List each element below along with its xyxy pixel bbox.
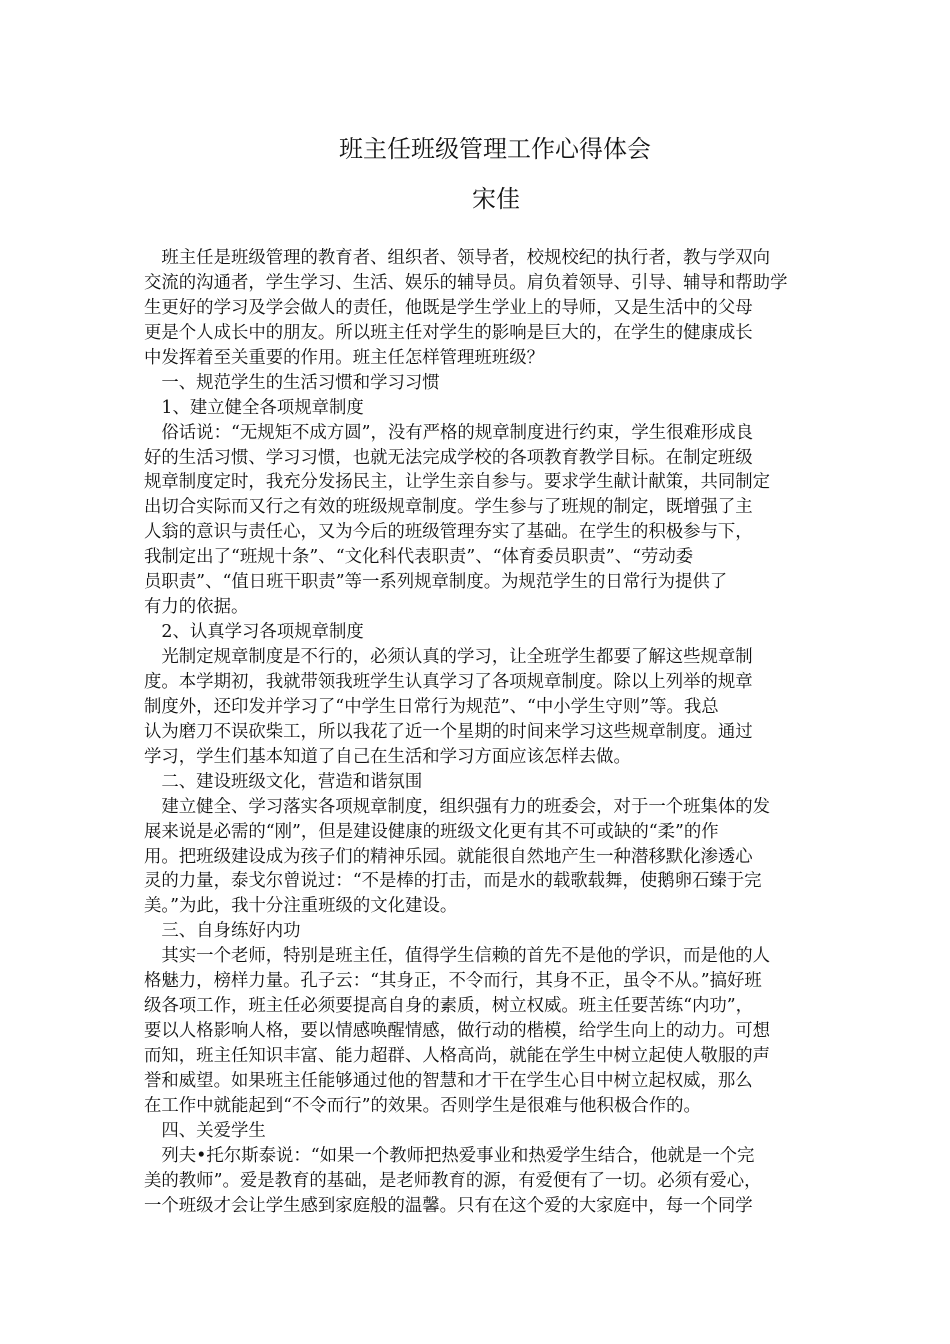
body-line: 学习，学生们基本知道了自己在生活和学习方面应该怎样去做。 [144, 746, 631, 767]
document-author: 宋佳 [472, 185, 520, 213]
body-line: 交流的沟通者，学生学习、生活、娱乐的辅导员。肩负着领导、引导、辅导和帮助学 [144, 272, 788, 293]
body-line: 三、自身练好内功 [144, 921, 301, 942]
body-line: 一、规范学生的生活习惯和学习习惯 [144, 372, 440, 393]
body-line: 好的生活习惯、学习习惯，也就无法完成学校的各项教育教学目标。在制定班级 [144, 447, 753, 468]
body-line: 用。把班级建设成为孩子们的精神乐园。就能很自然地产生一种潜移默化渗透心 [144, 846, 753, 867]
body-line: 誉和威望。如果班主任能够通过他的智慧和才干在学生心目中树立起权威，那么 [144, 1070, 753, 1091]
body-line: 美。”为此，我十分注重班级的文化建设。 [144, 896, 458, 917]
body-line: 要以人格影响人格，要以情感唤醒情感，做行动的楷模，给学生向上的动力。可想 [144, 1021, 771, 1042]
body-line: 规章制度定时，我充分发扬民主，让学生亲自参与。要求学生献计献策，共同制定 [144, 472, 771, 493]
body-line: 一个班级才会让学生感到家庭般的温馨。只有在这个爱的大家庭中，每一个同学 [144, 1195, 753, 1216]
body-line: 认为磨刀不误砍柴工，所以我花了近一个星期的时间来学习这些规章制度。通过 [144, 721, 753, 742]
body-line: 美的教师”。爱是教育的基础，是老师教育的源，有爱便有了一切。必须有爱心， [144, 1170, 762, 1191]
body-line: 四、关爱学生 [144, 1120, 266, 1141]
body-line: 而知，班主任知识丰富、能力超群、人格高尚，就能在学生中树立起使人敬服的声 [144, 1046, 771, 1066]
body-line: 建立健全、学习落实各项规章制度，组织强有力的班委会，对于一个班集体的发 [144, 796, 771, 817]
body-line: 光制定规章制度是不行的，必须认真的学习，让全班学生都要了解这些规章制 [144, 647, 753, 667]
body-line: 更是个人成长中的朋友。所以班主任对学生的影响是巨大的，在学生的健康成长 [144, 322, 753, 343]
body-line: 级各项工作，班主任必须要提高自身的素质，树立权威。班主任要苦练“内功”， [144, 996, 754, 1017]
body-line: 制度外，还印发并学习了“中学生日常行为规范”、“中小学生守则”等。我总 [144, 696, 719, 717]
body-line: 班主任是班级管理的教育者、组织者、领导者，校规校纪的执行者，教与学双向 [144, 248, 771, 268]
body-line: 员职责”、“值日班干职责”等一系列规章制度。为规范学生的日常行为提供了 [144, 572, 728, 593]
body-line: 俗话说：“无规矩不成方圆”，没有严格的规章制度进行约束，学生很难形成良 [144, 422, 754, 443]
body-line: 灵的力量，泰戈尔曾说过：“不是棒的打击，而是水的载歌载舞，使鹅卵石臻于完 [144, 871, 762, 892]
body-line: 我制定出了“班规十条”、“文化科代表职责”、“体育委员职责”、“劳动委 [144, 547, 694, 568]
body-line: 格魅力，榜样力量。孔子云：“其身正，不令而行，其身不正，虽令不从。”搞好班 [144, 971, 762, 992]
document-title: 班主任班级管理工作心得体会 [339, 135, 651, 163]
body-line: 在工作中就能起到“不令而行”的效果。否则学生是很难与他积极合作的。 [144, 1095, 701, 1116]
body-line: 2、认真学习各项规章制度 [144, 622, 364, 643]
body-line: 二、建设班级文化，营造和谐氛围 [144, 771, 423, 792]
body-line: 1、建立健全各项规章制度 [144, 397, 364, 418]
document-body [144, 246, 806, 1219]
body-line: 生更好的学习及学会做人的责任，他既是学生学业上的导师，又是生活中的父母 [144, 297, 753, 318]
body-line: 中发挥着至关重要的作用。班主任怎样管理班班级？ [144, 347, 544, 368]
body-line: 展来说是必需的“刚”，但是建设健康的班级文化更有其不可或缺的“柔”的作 [144, 821, 719, 842]
body-line: 有力的依据。 [144, 597, 249, 618]
body-line: 出切合实际而又行之有效的班级规章制度。学生参与了班规的制定，既增强了主 [144, 497, 753, 518]
body-line: 人翁的意识与责任心，又为今后的班级管理夯实了基础。在学生的积极参与下， [144, 522, 753, 543]
body-line: 度。本学期初，我就带领我班学生认真学习了各项规章制度。除以上列举的规章 [144, 671, 753, 692]
body-line: 列夫•托尔斯泰说：“如果一个教师把热爱事业和热爱学生结合，他就是一个完 [144, 1145, 755, 1166]
body-line: 其实一个老师，特别是班主任，值得学生信赖的首先不是他的学识，而是他的人 [144, 946, 771, 967]
